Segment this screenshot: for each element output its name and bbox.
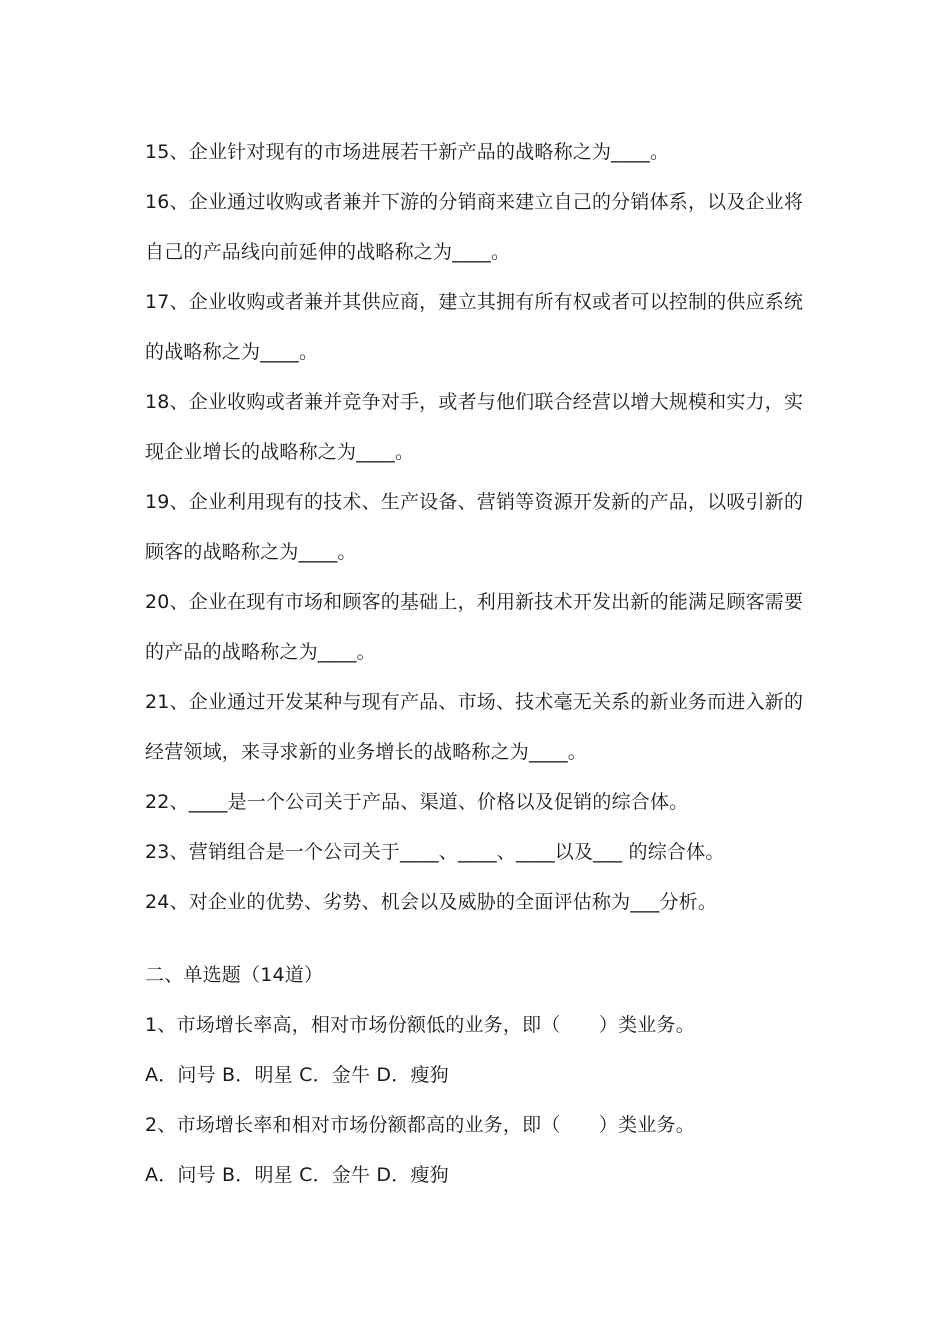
single-choice-question-1: 1、市场增长率高，相对市场份额低的业务，即（ ）类业务。	[145, 1014, 695, 1036]
question-23-line: 23、营销组合是一个公司关于____、____、____以及___ 的综合体。	[145, 841, 725, 863]
question-16-line-2: 自己的产品线向前延伸的战略称之为____。	[145, 241, 511, 263]
question-21-line-1: 21、企业通过开发某种与现有产品、市场、技术毫无关系的新业务而进入新的	[145, 691, 804, 713]
question-16-line-1: 16、企业通过收购或者兼并下游的分销商来建立自己的分销体系，以及企业将	[145, 191, 804, 213]
question-22-line: 22、____是一个公司关于产品、渠道、价格以及促销的综合体。	[145, 791, 689, 813]
single-choice-options-1: A．问号 B．明星 C．金牛 D．瘦狗	[145, 1064, 449, 1086]
question-21-line-2: 经营领域，来寻求新的业务增长的战略称之为____。	[145, 741, 588, 763]
question-15-line: 15、企业针对现有的市场进展若干新产品的战略称之为____。	[145, 141, 670, 163]
question-19-line-1: 19、企业利用现有的技术、生产设备、营销等资源开发新的产品，以吸引新的	[145, 491, 804, 513]
question-20-line-1: 20、企业在现有市场和顾客的基础上，利用新技术开发出新的能满足顾客需要	[145, 591, 804, 613]
question-18-line-1: 18、企业收购或者兼并竞争对手，或者与他们联合经营以增大规模和实力，实	[145, 391, 804, 413]
question-24-line: 24、对企业的优势、劣势、机会以及威胁的全面评估称为___分析。	[145, 891, 718, 913]
question-19-line-2: 顾客的战略称之为____。	[145, 541, 357, 563]
question-18-line-2: 现企业增长的战略称之为____。	[145, 441, 415, 463]
single-choice-question-2: 2、市场增长率和相对市场份额都高的业务，即（ ）类业务。	[145, 1114, 695, 1136]
section-heading: 二、单选题（14道）	[145, 964, 324, 986]
question-17-line-2: 的战略称之为____。	[145, 341, 319, 363]
question-17-line-1: 17、企业收购或者兼并其供应商，建立其拥有所有权或者可以控制的供应系统	[145, 291, 804, 313]
question-20-line-2: 的产品的战略称之为____。	[145, 641, 376, 663]
single-choice-options-2: A．问号 B．明星 C．金牛 D．瘦狗	[145, 1164, 449, 1186]
